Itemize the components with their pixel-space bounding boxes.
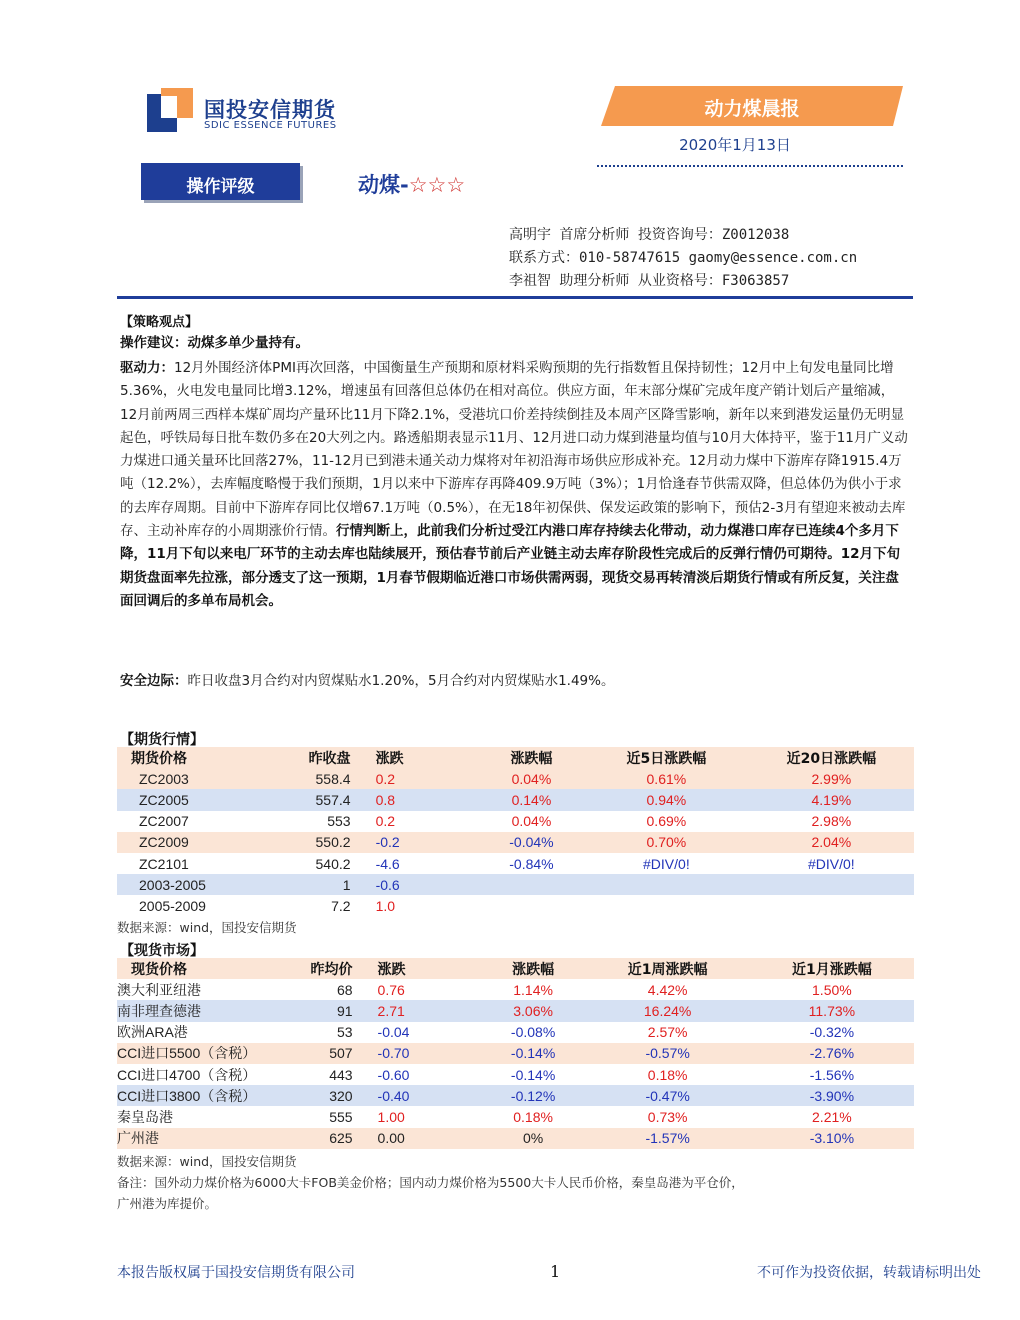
table-row — [117, 768, 914, 789]
table-cell: 550.2 — [315, 834, 351, 851]
driver-label: 驱动力： — [120, 360, 174, 376]
table-row — [117, 1043, 914, 1064]
spot-note-line-2: 广州港为库提价。 — [117, 1196, 218, 1211]
spot-header-row — [117, 958, 914, 979]
table-cell: 1 — [342, 876, 351, 893]
safety-paragraph — [120, 670, 910, 693]
table-row — [117, 853, 914, 874]
table-cell: 2.04% — [811, 834, 852, 851]
futures-heading: 【期货行情】 — [120, 732, 204, 748]
table-cell: 4.42% — [647, 981, 688, 998]
table-row — [117, 811, 914, 832]
table-cell: 0.04% — [511, 770, 552, 787]
futures-col-header: 涨跌幅 — [510, 750, 553, 767]
table-cell: 0.94% — [646, 791, 687, 808]
table-cell: 16.24% — [643, 1002, 692, 1019]
table-cell: -1.56% — [809, 1066, 855, 1083]
futures-table — [117, 747, 914, 917]
table-cell: 1.50% — [812, 981, 852, 998]
table-cell: -0.08% — [510, 1024, 556, 1041]
table-row — [117, 1022, 914, 1043]
rating-label: 操作评级 — [186, 177, 255, 197]
table-cell: -0.40 — [377, 1087, 410, 1104]
table-cell: ZC2009 — [139, 834, 189, 851]
product-name: 动煤- — [358, 173, 409, 197]
rating-stars-icon: ☆☆☆ — [408, 173, 466, 197]
table-cell — [479, 874, 584, 895]
table-cell: 0% — [522, 1130, 544, 1147]
spot-note-line-1: 备注：国外动力煤价格为6000大卡FOB美金价格；国内动力煤价格为5500大卡人民币价格，秦皇岛港为平仓价， — [117, 1175, 744, 1190]
table-row — [117, 895, 914, 916]
spot-col-header: 现货价格 — [131, 961, 187, 978]
report-date: 2020年1月13日 — [679, 136, 791, 154]
table-cell: ZC2101 — [139, 855, 189, 872]
table-cell: #DIV/0! — [643, 855, 690, 872]
advice-label: 操作建议： — [120, 335, 188, 351]
table-row — [117, 979, 914, 1000]
table-cell: 南非理查德港 — [117, 1002, 201, 1019]
table-cell: 0.18% — [513, 1108, 553, 1125]
safety-text: 昨日收盘3月合约对内贸煤贴水1.20%，5月合约对内贸煤贴水1.49%。 — [187, 673, 615, 689]
table-cell: 澳大利亚纽港 — [117, 981, 201, 998]
driver-bold-text: 行情判断上，此前我们分析过受江内港口库存持续去化带动，动力煤港口库存已连续4个多月下降，11月下旬以来电厂环节的主动去库也陆续展开，预估春节前后产业链主动去库存阶段性完成后的反弹行情仍可期待。12月下旬期货盘面率先拉涨，部分透支了这一预期，1月春节假期临近港口市场供需两弱，现货交易再转清淡后期货行情或有所反复，关注盘面回调后的多单布局机会。 — [120, 523, 901, 609]
futures-col-header: 近20日涨跌幅 — [786, 750, 877, 767]
company-name-cn: 国投安信期货 — [204, 98, 336, 122]
safety-label: 安全边际： — [120, 673, 188, 689]
spot-table — [117, 958, 914, 1149]
company-logo-icon — [147, 88, 193, 132]
table-cell — [584, 895, 749, 916]
table-cell: 2.99% — [811, 770, 852, 787]
table-cell: 0.04% — [511, 813, 552, 830]
spot-col-header: 昨均价 — [310, 961, 353, 978]
page-number: 1 — [550, 1262, 561, 1281]
table-cell: 555 — [329, 1108, 353, 1125]
table-cell: -0.04% — [509, 834, 554, 851]
strategy-heading: 【策略观点】 — [120, 315, 199, 330]
table-cell: 欧洲ARA港 — [117, 1024, 188, 1041]
analyst-line-3: 李祖智 助理分析师 从业资格号：F3063857 — [509, 273, 790, 289]
table-cell: 1.14% — [513, 981, 553, 998]
table-cell: 广州港 — [117, 1130, 159, 1147]
header-divider — [597, 165, 903, 167]
table-row — [117, 874, 914, 895]
table-row — [117, 1064, 914, 1085]
futures-col-header: 近5日涨跌幅 — [626, 750, 707, 767]
table-row — [117, 832, 914, 853]
spot-col-header: 涨跌幅 — [512, 961, 555, 978]
analyst-line-1: 高明宇 首席分析师 投资咨询号：Z0012038 — [509, 227, 790, 243]
table-cell: -4.6 — [375, 855, 400, 872]
header-rule — [117, 296, 913, 299]
table-cell: 68 — [336, 981, 353, 998]
driver-text: 12月外围经济体PMI再次回落，中国衡量生产预期和原材料采购预期的先行指数暂且保持韧性；12月中上旬发电量同比增5.36%，火电发电量同比增3.12%，增速虽有回落但总体仍在相对高位。供应方面，年末部分煤矿完成年度产销计划后产量缩减，12月前两周三西样本煤矿周均产量环比11月下降2.1%，受港坑口价差持续倒挂及本周产区降雪影响，新年以来到港发运量仍无明显起色，呼铁局每日批车数仍多在20大列之内。路透船期表显示11月、12月进口动力煤到港量均值与10月大体持平，鉴于11月广义动力煤进口通关量环比回落27%，11-12月已到港未通关动力煤将对年初沿海市场供应形成补充。12月动力煤中下游库存降1915.4万吨（12.2%），去库幅度略慢于我们预期，1月以来中下游库存再降409.9万吨（3%）；1月恰逢春节供需双降，但总体仍为供小于求的去库存周期。目前中下游库存同比仅增67.1万吨（0.5%），在无18年初保供、保发运政策的影响下，预估2-3月有望迎来被动去库存、主动补库存的小周期涨价行情。 — [120, 360, 908, 540]
table-cell: -0.6 — [375, 876, 400, 893]
table-cell: 1.00 — [377, 1108, 405, 1125]
table-cell: -0.57% — [645, 1045, 690, 1062]
table-cell: -0.12% — [510, 1087, 556, 1104]
table-cell: 0.8 — [375, 791, 396, 808]
table-cell: 53 — [336, 1024, 353, 1041]
company-name-en: SDIC ESSENCE FUTURES — [204, 120, 337, 131]
table-cell: CCI进口4700（含税） — [117, 1066, 257, 1083]
futures-col-header: 昨收盘 — [308, 750, 351, 767]
table-cell — [749, 895, 914, 916]
table-cell: 2005-2009 — [139, 897, 206, 914]
table-cell: -0.60 — [377, 1066, 410, 1083]
spot-col-header: 涨跌 — [377, 961, 406, 978]
table-cell: 11.73% — [808, 1002, 856, 1019]
table-cell — [479, 895, 584, 916]
table-cell: -0.47% — [645, 1087, 690, 1104]
table-row — [117, 1106, 914, 1127]
table-cell: 0.00 — [377, 1130, 405, 1147]
table-cell: -0.2 — [375, 834, 400, 851]
table-cell: 625 — [329, 1130, 353, 1147]
table-cell: #DIV/0! — [808, 855, 855, 872]
table-cell: 秦皇岛港 — [117, 1108, 173, 1125]
table-cell: 507 — [329, 1045, 353, 1062]
table-cell: 7.2 — [331, 897, 351, 914]
table-cell: 0.69% — [646, 813, 687, 830]
spot-heading: 【现货市场】 — [120, 943, 204, 959]
table-cell: -0.14% — [510, 1045, 556, 1062]
table-cell — [749, 874, 914, 895]
report-title: 动力煤晨报 — [704, 98, 800, 120]
table-cell: 0.76 — [377, 981, 405, 998]
table-cell: -0.32% — [809, 1024, 855, 1041]
spot-col-header: 近1月涨跌幅 — [792, 961, 872, 978]
table-cell: 0.14% — [511, 791, 552, 808]
analyst-line-2: 联系方式：010-58747615 gaomy@essence.com.cn — [509, 250, 858, 266]
table-row — [117, 1000, 914, 1021]
table-cell: -0.84% — [509, 855, 554, 872]
driver-paragraph — [120, 357, 910, 613]
table-cell: 320 — [329, 1087, 353, 1104]
table-cell: CCI进口3800（含税） — [117, 1087, 257, 1104]
table-cell: 3.06% — [513, 1002, 553, 1019]
product-rating — [358, 169, 465, 199]
table-cell: 0.70% — [646, 834, 687, 851]
table-cell: 557.4 — [315, 791, 351, 808]
spot-col-header: 近1周涨跌幅 — [627, 961, 708, 978]
futures-header-row — [117, 747, 914, 768]
table-cell: -3.10% — [809, 1130, 855, 1147]
table-cell: 553 — [327, 813, 351, 830]
table-cell: -2.76% — [809, 1045, 855, 1062]
table-cell: 0.61% — [646, 770, 687, 787]
table-row — [117, 1128, 914, 1149]
footer-copyright: 本报告版权属于国投安信期货有限公司 — [117, 1265, 355, 1281]
table-cell: 0.73% — [647, 1108, 688, 1125]
table-cell: -0.70 — [377, 1045, 410, 1062]
table-cell: ZC2007 — [139, 813, 189, 830]
table-cell: ZC2005 — [139, 791, 189, 808]
table-cell: 0.2 — [375, 770, 396, 787]
table-cell: 2.57% — [647, 1024, 688, 1041]
table-cell: ZC2003 — [139, 770, 189, 787]
table-cell: 558.4 — [315, 770, 351, 787]
futures-col-header: 期货价格 — [131, 750, 187, 767]
table-cell: CCI进口5500（含税） — [117, 1045, 257, 1062]
table-cell: -1.57% — [645, 1130, 690, 1147]
table-cell: 2.71 — [377, 1002, 405, 1019]
table-cell: -0.04 — [377, 1024, 410, 1041]
table-cell: -3.90% — [809, 1087, 855, 1104]
table-cell: 0.2 — [375, 813, 396, 830]
advice-text: 动煤多单少量持有。 — [187, 335, 309, 351]
table-cell: 0.18% — [647, 1066, 688, 1083]
spot-source: 数据来源：wind，国投安信期货 — [117, 1154, 297, 1169]
advice-paragraph — [120, 332, 910, 355]
footer-disclaimer: 不可作为投资依据，转载请标明出处 — [757, 1265, 981, 1281]
table-cell: 2.21% — [812, 1108, 852, 1125]
table-cell — [584, 874, 749, 895]
table-cell: 540.2 — [315, 855, 351, 872]
futures-col-header: 涨跌 — [375, 750, 404, 767]
table-cell: 4.19% — [811, 791, 852, 808]
table-cell: 2003-2005 — [139, 876, 206, 893]
table-cell: 443 — [329, 1066, 353, 1083]
table-row — [117, 1085, 914, 1106]
table-row — [117, 789, 914, 810]
table-cell: 1.0 — [375, 897, 396, 914]
futures-source: 数据来源：wind，国投安信期货 — [117, 920, 297, 935]
table-cell: 91 — [336, 1002, 353, 1019]
table-cell: -0.14% — [510, 1066, 556, 1083]
table-cell: 2.98% — [811, 813, 852, 830]
